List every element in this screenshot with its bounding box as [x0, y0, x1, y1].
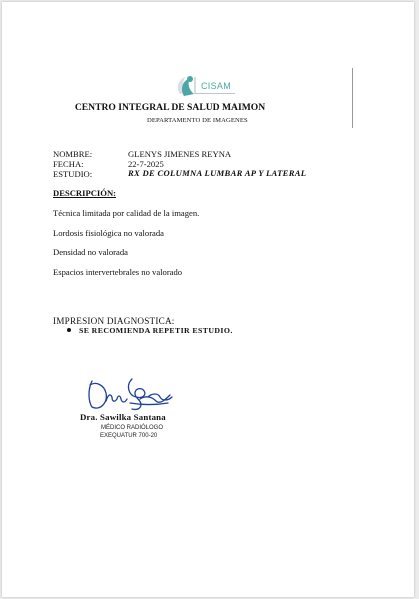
impression-text: SE RECOMIENDA REPETIR ESTUDIO. — [79, 326, 233, 335]
doctor-license: EXEQUATUR 700-20 — [100, 433, 158, 439]
date-label: FECHA: — [53, 159, 84, 169]
study-label: ESTUDIO: — [53, 169, 93, 179]
department-name: DEPARTAMENTO DE IMAGENES — [147, 117, 248, 124]
logo-underline — [195, 93, 235, 95]
impression-item — [67, 326, 233, 335]
name-label: NOMBRE: — [53, 149, 93, 159]
doctor-title: MÉDICO RADIÓLOGO — [101, 425, 164, 431]
report-page — [2, 2, 414, 597]
study-value: RX DE COLUMNA LUMBAR AP Y LATERAL — [128, 168, 307, 178]
description-heading: DESCRIPCIÓN: — [53, 188, 117, 198]
finding-item: Espacios intervertebrales no valorado — [53, 267, 183, 277]
logo-text: CISAM — [201, 81, 232, 91]
date-value: 22-7-2025 — [128, 159, 164, 169]
bullet-icon — [67, 328, 71, 332]
name-value: GLENYS JIMENES REYNA — [128, 149, 232, 159]
doctor-name: Dra. Sawilka Santana — [80, 412, 166, 422]
finding-item: Lordosis fisiológica no valorada — [53, 228, 164, 238]
finding-item: Densidad no valorada — [53, 247, 128, 257]
center-name: CENTRO INTEGRAL DE SALUD MAIMON — [74, 102, 266, 113]
page-edge-rule — [352, 68, 353, 128]
finding-item: Técnica limitada por calidad de la imagen. — [53, 208, 200, 218]
impression-heading: IMPRESION DIAGNOSTICA: — [53, 316, 175, 326]
handwritten-signature — [82, 375, 174, 415]
